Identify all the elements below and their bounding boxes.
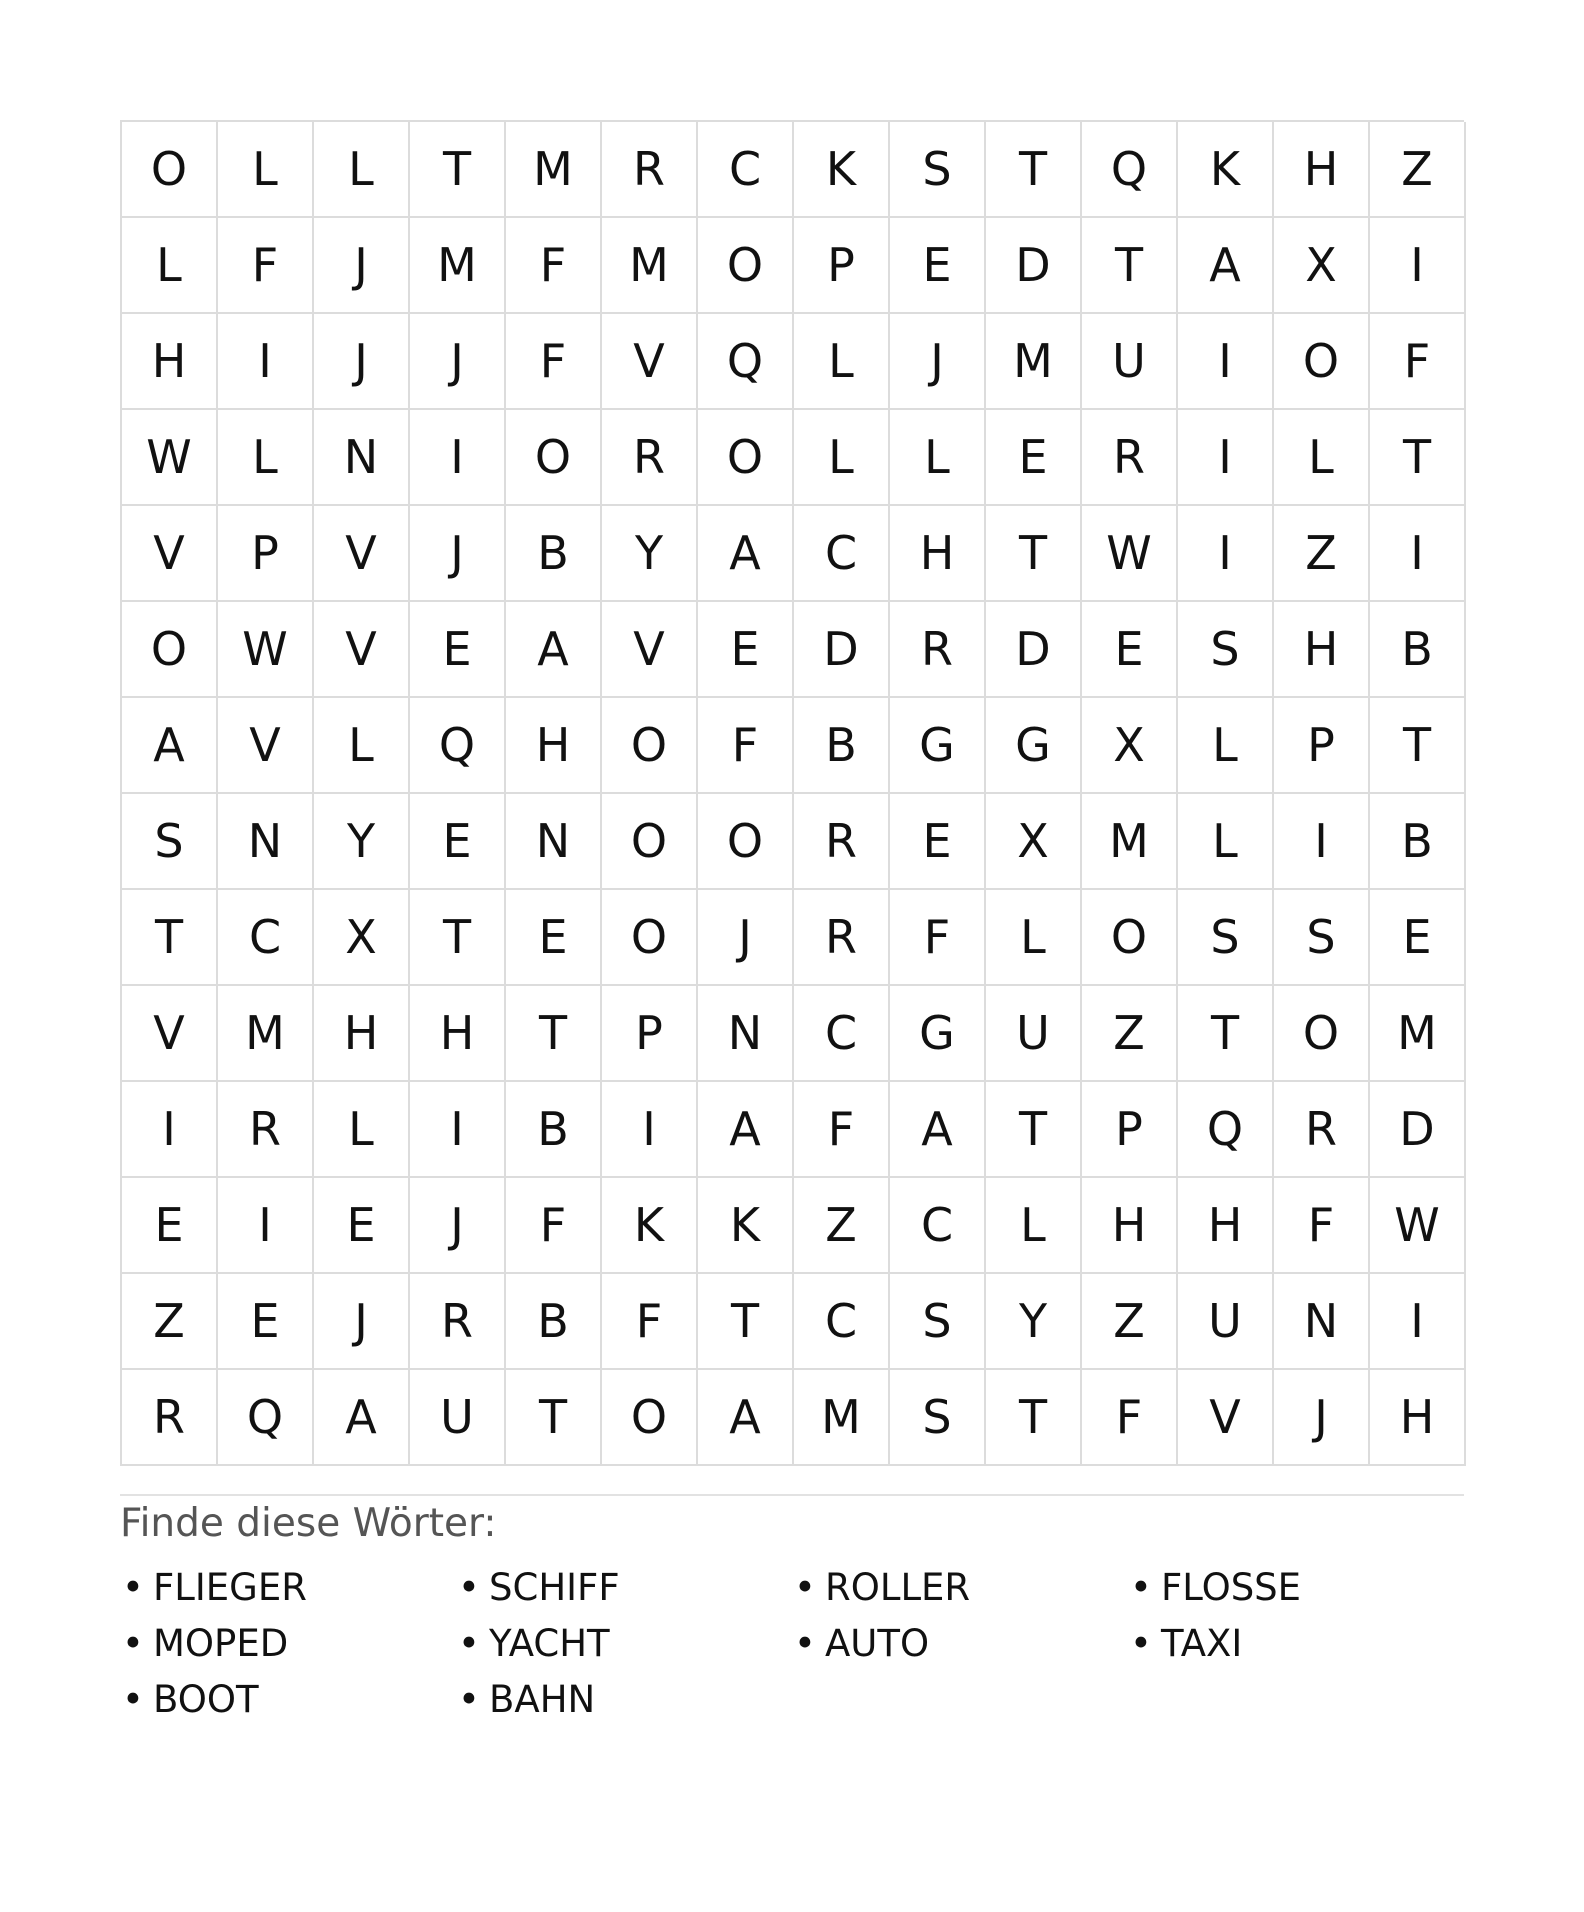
grid-cell[interactable]: V [122,506,218,602]
grid-cell[interactable]: M [794,1370,890,1466]
grid-cell[interactable]: E [890,794,986,890]
grid-cell[interactable]: F [218,218,314,314]
grid-cell[interactable]: P [1082,1082,1178,1178]
grid-cell[interactable]: L [986,890,1082,986]
grid-cell[interactable]: D [794,602,890,698]
grid-cell[interactable]: C [794,986,890,1082]
grid-cell[interactable]: R [218,1082,314,1178]
grid-cell[interactable]: F [794,1082,890,1178]
word-list-item [792,1616,1128,1672]
grid-cell[interactable]: I [1370,506,1466,602]
bullet-icon: • [458,1678,480,1721]
grid-cell[interactable]: L [794,314,890,410]
grid-cell[interactable]: J [314,1274,410,1370]
grid-cell[interactable]: L [314,698,410,794]
grid-cell[interactable]: V [314,506,410,602]
grid-cell[interactable]: A [314,1370,410,1466]
word-label: YACHT [489,1622,610,1665]
bullet-icon: • [122,1678,144,1721]
grid-cell[interactable]: M [986,314,1082,410]
bullet-icon: • [122,1622,144,1665]
word-label: AUTO [825,1622,930,1665]
grid-cell[interactable]: V [122,986,218,1082]
grid-cell[interactable]: A [698,1082,794,1178]
grid-cell[interactable]: J [1274,1370,1370,1466]
grid-cell[interactable]: T [506,1370,602,1466]
grid-cell[interactable]: Z [1082,1274,1178,1370]
grid-cell[interactable]: U [1082,314,1178,410]
word-list-item [1128,1616,1464,1672]
grid-cell[interactable]: B [506,506,602,602]
grid-cell[interactable]: T [1370,698,1466,794]
bullet-icon: • [794,1622,816,1665]
grid-cell[interactable]: B [506,1082,602,1178]
grid-cell[interactable]: E [986,410,1082,506]
grid-cell[interactable]: M [410,218,506,314]
grid-cell[interactable]: F [1370,314,1466,410]
grid-cell[interactable]: L [890,410,986,506]
grid-cell[interactable]: E [1370,890,1466,986]
grid-cell[interactable]: W [1370,1178,1466,1274]
grid-cell[interactable]: Z [1370,122,1466,218]
grid-cell[interactable]: D [1370,1082,1466,1178]
word-list-item [1128,1560,1464,1616]
grid-cell[interactable]: Y [602,506,698,602]
grid-cell[interactable]: I [1178,506,1274,602]
grid-cell[interactable]: C [218,890,314,986]
grid-cell[interactable]: I [410,1082,506,1178]
grid-cell[interactable]: V [602,314,698,410]
word-list-item [120,1560,456,1616]
grid-cell[interactable]: T [986,506,1082,602]
grid-cell[interactable]: J [314,218,410,314]
grid-cell[interactable]: K [794,122,890,218]
grid-cell[interactable]: F [698,698,794,794]
grid-cell[interactable]: J [698,890,794,986]
grid-cell[interactable]: O [1082,890,1178,986]
grid-cell[interactable]: W [218,602,314,698]
grid-cell[interactable]: T [698,1274,794,1370]
grid-cell[interactable]: P [794,218,890,314]
word-label: MOPED [153,1622,289,1665]
grid-cell[interactable]: M [1082,794,1178,890]
grid-cell[interactable]: S [890,1370,986,1466]
grid-cell[interactable]: P [218,506,314,602]
grid-cell[interactable]: V [1178,1370,1274,1466]
grid-cell[interactable]: O [506,410,602,506]
grid-cell[interactable]: F [1082,1370,1178,1466]
grid-cell[interactable]: I [218,1178,314,1274]
grid-cell[interactable]: M [1370,986,1466,1082]
grid-cell[interactable]: E [698,602,794,698]
grid-cell[interactable]: R [1274,1082,1370,1178]
grid-cell[interactable]: E [122,1178,218,1274]
grid-cell[interactable]: N [1274,1274,1370,1370]
grid-cell[interactable]: F [602,1274,698,1370]
grid-cell[interactable]: U [410,1370,506,1466]
grid-cell[interactable]: G [986,698,1082,794]
grid-cell[interactable]: J [890,314,986,410]
grid-cell[interactable]: V [602,602,698,698]
grid-cell[interactable]: W [1082,506,1178,602]
grid-cell[interactable]: I [410,410,506,506]
grid-cell[interactable]: T [986,1370,1082,1466]
grid-cell[interactable]: R [410,1274,506,1370]
grid-cell[interactable]: Z [1274,506,1370,602]
divider [120,1494,1464,1496]
bullet-icon: • [1130,1622,1152,1665]
grid-cell[interactable]: O [1274,314,1370,410]
grid-cell[interactable]: Q [410,698,506,794]
grid-cell[interactable]: E [410,602,506,698]
grid-cell[interactable]: K [602,1178,698,1274]
grid-cell[interactable]: A [698,1370,794,1466]
grid-cell[interactable]: E [218,1274,314,1370]
grid-cell[interactable]: R [602,410,698,506]
grid-cell[interactable]: X [1274,218,1370,314]
grid-cell[interactable]: M [218,986,314,1082]
grid-cell[interactable]: Y [314,794,410,890]
grid-cell[interactable]: O [602,794,698,890]
grid-cell[interactable]: O [602,890,698,986]
grid-cell[interactable]: S [890,1274,986,1370]
grid-cell[interactable]: T [410,890,506,986]
word-label: ROLLER [825,1566,971,1609]
grid-cell[interactable]: I [1370,218,1466,314]
grid-cell[interactable]: L [314,122,410,218]
grid-cell[interactable]: G [890,698,986,794]
bullet-icon: • [1130,1566,1152,1609]
grid-cell[interactable]: O [122,122,218,218]
grid-cell[interactable]: N [506,794,602,890]
grid-cell[interactable]: G [890,986,986,1082]
grid-cell[interactable]: E [1082,602,1178,698]
grid-cell[interactable]: H [122,314,218,410]
grid-cell[interactable]: T [1178,986,1274,1082]
grid-cell[interactable]: B [1370,602,1466,698]
grid-cell[interactable]: H [506,698,602,794]
grid-cell[interactable]: I [1178,410,1274,506]
grid-cell[interactable]: H [410,986,506,1082]
grid-cell[interactable]: S [122,794,218,890]
grid-cell[interactable]: A [1178,218,1274,314]
grid-cell[interactable]: R [1082,410,1178,506]
grid-cell[interactable]: Q [698,314,794,410]
word-label: FLIEGER [153,1566,307,1609]
grid-cell[interactable]: I [1370,1274,1466,1370]
grid-cell[interactable]: B [1370,794,1466,890]
grid-cell[interactable]: V [314,602,410,698]
grid-cell[interactable]: Y [986,1274,1082,1370]
grid-cell[interactable]: S [1178,602,1274,698]
grid-cell[interactable]: J [314,314,410,410]
grid-cell[interactable]: S [1274,890,1370,986]
grid-cell[interactable]: P [602,986,698,1082]
grid-cell[interactable]: T [986,122,1082,218]
grid-cell[interactable]: R [890,602,986,698]
letter-grid [120,120,1464,1466]
grid-cell[interactable]: S [1178,890,1274,986]
grid-cell[interactable]: R [794,890,890,986]
grid-cell[interactable]: H [1274,122,1370,218]
grid-cell[interactable]: R [602,122,698,218]
grid-cell[interactable]: K [1178,122,1274,218]
grid-cell[interactable]: E [506,890,602,986]
grid-cell[interactable]: H [1370,1370,1466,1466]
grid-cell[interactable]: I [1178,314,1274,410]
grid-cell[interactable]: O [698,794,794,890]
grid-cell[interactable]: B [506,1274,602,1370]
word-search-puzzle [120,120,1464,1728]
grid-cell[interactable]: J [410,314,506,410]
grid-cell[interactable]: Q [1178,1082,1274,1178]
grid-cell[interactable]: H [314,986,410,1082]
grid-cell[interactable]: L [986,1178,1082,1274]
grid-cell[interactable]: O [602,1370,698,1466]
word-label: FLOSSE [1161,1566,1302,1609]
grid-cell[interactable]: D [986,602,1082,698]
word-list [120,1560,1464,1728]
word-label: TAXI [1161,1622,1243,1665]
grid-cell[interactable]: Q [1082,122,1178,218]
grid-cell[interactable]: J [410,506,506,602]
grid-cell[interactable]: Z [794,1178,890,1274]
grid-cell[interactable]: Q [218,1370,314,1466]
grid-cell[interactable]: A [122,698,218,794]
grid-cell[interactable]: H [1274,602,1370,698]
grid-cell[interactable]: U [986,986,1082,1082]
grid-cell[interactable]: L [314,1082,410,1178]
grid-cell[interactable]: D [986,218,1082,314]
grid-cell[interactable]: Z [1082,986,1178,1082]
grid-cell[interactable]: H [890,506,986,602]
grid-cell[interactable]: E [890,218,986,314]
grid-cell[interactable]: E [410,794,506,890]
bullet-icon: • [458,1566,480,1609]
grid-cell[interactable]: I [122,1082,218,1178]
grid-cell[interactable]: X [314,890,410,986]
word-list-item [456,1672,792,1728]
grid-cell[interactable]: E [314,1178,410,1274]
grid-cell[interactable]: F [506,314,602,410]
grid-cell[interactable]: T [1082,218,1178,314]
grid-cell[interactable]: L [1274,410,1370,506]
word-list-item [120,1672,456,1728]
word-list-prompt: Finde diese Wörter: [120,1501,497,1546]
grid-cell[interactable]: A [506,602,602,698]
bullet-icon: • [122,1566,144,1609]
grid-cell[interactable]: X [1082,698,1178,794]
grid-cell[interactable]: Z [122,1274,218,1370]
grid-cell[interactable]: I [602,1082,698,1178]
grid-cell[interactable]: C [794,506,890,602]
grid-cell[interactable]: R [122,1370,218,1466]
grid-cell[interactable]: L [1178,698,1274,794]
word-list-item [792,1560,1128,1616]
grid-cell[interactable]: F [506,1178,602,1274]
word-label: SCHIFF [489,1566,620,1609]
grid-cell[interactable]: M [506,122,602,218]
grid-cell[interactable]: C [890,1178,986,1274]
grid-cell[interactable]: N [698,986,794,1082]
grid-cell[interactable]: H [1178,1178,1274,1274]
grid-cell[interactable]: T [506,986,602,1082]
grid-cell[interactable]: F [506,218,602,314]
grid-cell[interactable]: T [986,1082,1082,1178]
grid-cell[interactable]: O [1274,986,1370,1082]
bullet-icon: • [794,1566,816,1609]
grid-cell[interactable]: B [794,698,890,794]
grid-cell[interactable]: W [122,410,218,506]
grid-cell[interactable]: I [218,314,314,410]
grid-cell[interactable]: O [122,602,218,698]
grid-cell[interactable]: X [986,794,1082,890]
grid-cell[interactable]: L [794,410,890,506]
word-label: BAHN [489,1678,596,1721]
grid-cell[interactable]: F [890,890,986,986]
bullet-icon: • [458,1622,480,1665]
grid-cell[interactable]: C [794,1274,890,1370]
grid-cell[interactable]: A [698,506,794,602]
grid-cell[interactable]: I [1274,794,1370,890]
grid-cell[interactable]: T [410,122,506,218]
grid-cell[interactable]: K [698,1178,794,1274]
grid-cell[interactable]: M [602,218,698,314]
grid-cell[interactable]: C [698,122,794,218]
grid-cell[interactable]: F [1274,1178,1370,1274]
grid-cell[interactable]: N [314,410,410,506]
grid-cell[interactable]: H [1082,1178,1178,1274]
grid-cell[interactable]: O [698,218,794,314]
grid-cell[interactable]: V [218,698,314,794]
grid-cell[interactable]: L [122,218,218,314]
grid-cell[interactable]: T [122,890,218,986]
word-list-item [456,1560,792,1616]
word-label: BOOT [153,1678,259,1721]
grid-cell[interactable]: L [218,122,314,218]
grid-cell[interactable]: J [410,1178,506,1274]
grid-cell[interactable]: U [1178,1274,1274,1370]
grid-cell[interactable]: T [1370,410,1466,506]
grid-cell[interactable]: R [794,794,890,890]
word-list-item [456,1616,792,1672]
grid-cell[interactable]: L [218,410,314,506]
word-list-item [120,1616,456,1672]
grid-cell[interactable]: A [890,1082,986,1178]
grid-cell[interactable]: S [890,122,986,218]
grid-cell[interactable]: O [698,410,794,506]
grid-cell[interactable]: L [1178,794,1274,890]
grid-cell[interactable]: O [602,698,698,794]
grid-cell[interactable]: N [218,794,314,890]
grid-cell[interactable]: P [1274,698,1370,794]
